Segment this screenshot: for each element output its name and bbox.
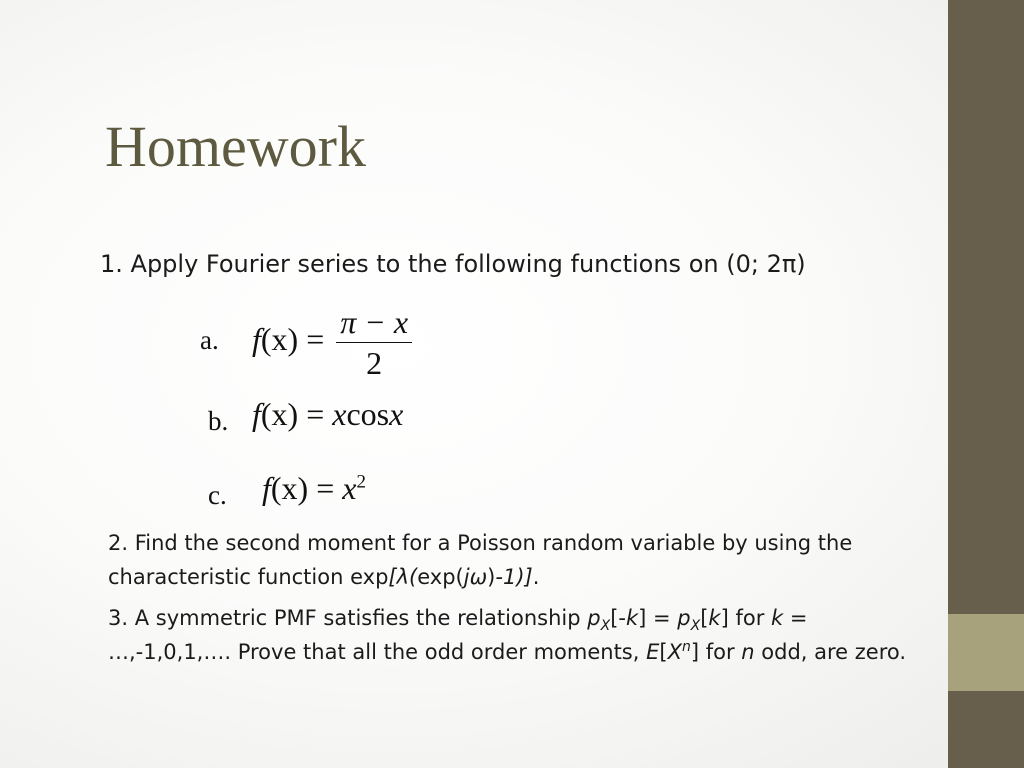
question-3-text-9: odd, are zero. <box>754 640 907 664</box>
equation-a <box>252 306 412 379</box>
equation-b-eq: = <box>298 396 333 432</box>
question-3-text-3: ] = <box>638 606 678 630</box>
equation-c-arg: (x) <box>270 470 309 506</box>
question-3-sup-n: n <box>681 639 691 655</box>
question-3-text-4: [ <box>700 606 709 630</box>
question-3-X: X <box>667 640 682 664</box>
question-3-n: n <box>741 640 755 664</box>
question-3-E: E <box>646 640 660 664</box>
equation-c-exponent: 2 <box>356 471 366 493</box>
equation-c <box>262 472 366 504</box>
equation-a-numerator: π − x <box>336 306 412 343</box>
equation-c-f: f <box>262 470 271 506</box>
slide-title: Homework <box>105 114 366 179</box>
equation-c-eq: = <box>308 470 343 506</box>
question-2-prefix: 2. Find the second moment for a Poisson random variable by using the characteristic function exp <box>108 531 853 589</box>
equation-b-var: x <box>332 396 347 432</box>
equation-b-f: f <box>252 396 261 432</box>
question-3-text-8: ] for <box>690 640 742 664</box>
equation-b-func: cos <box>346 396 390 432</box>
equation-a-f: f <box>252 320 261 357</box>
question-2-mid-1: exp( <box>417 565 464 589</box>
question-3-sub-1: X <box>600 618 611 635</box>
item-c-letter: c. <box>208 480 227 510</box>
equation-a-denominator: 2 <box>366 345 383 381</box>
equation-a-fraction <box>336 306 412 379</box>
question-3 <box>108 601 928 669</box>
side-bar-accent <box>948 614 1024 691</box>
question-2-suffix: . <box>532 565 540 589</box>
question-3-text-6: = …,-1,0,1,…. Prove that all the odd order moments, <box>108 606 808 664</box>
question-2 <box>108 526 928 594</box>
question-3-k-3: k <box>771 606 784 630</box>
question-2-italic-2: jω <box>463 565 488 589</box>
question-2-italic-1: [λ( <box>388 565 418 589</box>
question-2-italic-3: -1)] <box>495 565 533 589</box>
item-b-letter: b. <box>208 406 229 436</box>
question-3-text-5: ] for <box>720 606 772 630</box>
equation-c-base: x <box>342 470 357 506</box>
equation-b-var2: x <box>389 396 404 432</box>
question-3-text-1: 3. A symmetric PMF satisfies the relationship <box>108 606 588 630</box>
equation-b-arg: (x) <box>260 396 299 432</box>
question-2-mid-2: ) <box>487 565 496 589</box>
item-a-letter: a. <box>200 325 219 355</box>
equation-a-arg: (x) <box>260 320 299 357</box>
question-3-text-7: [ <box>659 640 668 664</box>
equation-a-eq: = <box>298 320 333 357</box>
question-1-text: 1. Apply Fourier series to the following functions on (0; 2π) <box>100 250 806 278</box>
question-3-text-2: [- <box>610 606 626 630</box>
question-3-p-2: p <box>677 606 691 630</box>
question-3-sub-2: X <box>690 618 701 635</box>
question-3-k-2: k <box>708 606 721 630</box>
question-3-p-1: p <box>587 606 601 630</box>
question-3-k-1: k <box>625 606 639 630</box>
equation-b <box>252 398 403 430</box>
